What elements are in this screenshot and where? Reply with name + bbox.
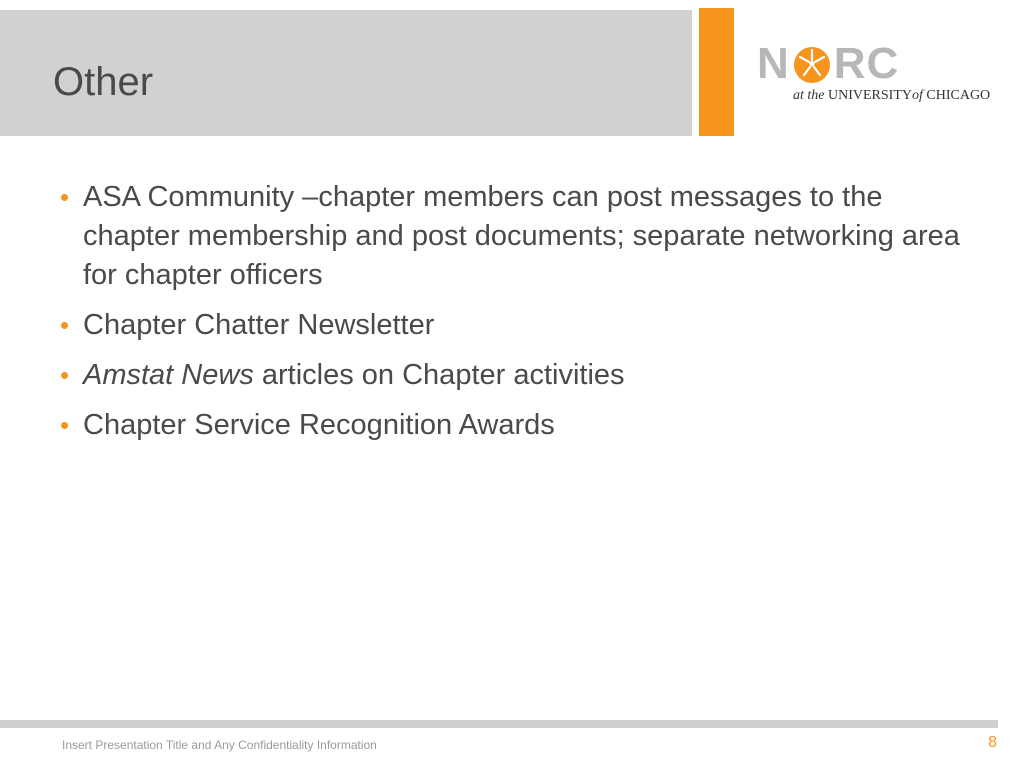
bullet-dot-icon: • (60, 310, 70, 340)
bullet-dot-icon: • (60, 182, 70, 212)
bullet-text: ASA Community –chapter members can post messages to the chapter membership and post documents; separate networking area for chapter officers (83, 181, 960, 291)
logo-sub-chicago: CHICAGO (926, 88, 991, 103)
bullet-text: articles on Chapter activities (253, 359, 625, 391)
footer-text: Insert Presentation Title and Any Confidentiality Information (62, 738, 377, 752)
footer-bar (0, 720, 998, 728)
logo-subtitle (793, 88, 990, 104)
bullet-item (60, 306, 980, 345)
logo-wordmark (757, 39, 900, 88)
page-number: 8 (988, 734, 997, 751)
bullet-item (60, 356, 980, 395)
bullet-dot-icon: • (60, 360, 70, 390)
norc-logo (757, 39, 997, 108)
title-band (0, 10, 692, 136)
bullet-text: Chapter Chatter Newsletter (83, 309, 435, 341)
bullet-text: Chapter Service Recognition Awards (83, 409, 555, 441)
slide-title: Other (53, 60, 154, 104)
bullet-dot-icon: • (60, 410, 70, 440)
logo-sub-university: UNIVERSITY (828, 88, 912, 103)
bullet-item (60, 178, 980, 295)
bullet-list (60, 178, 980, 456)
logo-letter-n: N (757, 39, 790, 88)
logo-letters-rc: RC (833, 39, 900, 88)
bullet-italic-text: Amstat News (83, 359, 254, 391)
logo-sub-at-the: at the (793, 88, 825, 103)
accent-bar (699, 8, 734, 136)
bullet-item (60, 406, 980, 445)
logo-sunburst-icon (792, 44, 832, 84)
logo-sub-of: of (912, 88, 923, 103)
